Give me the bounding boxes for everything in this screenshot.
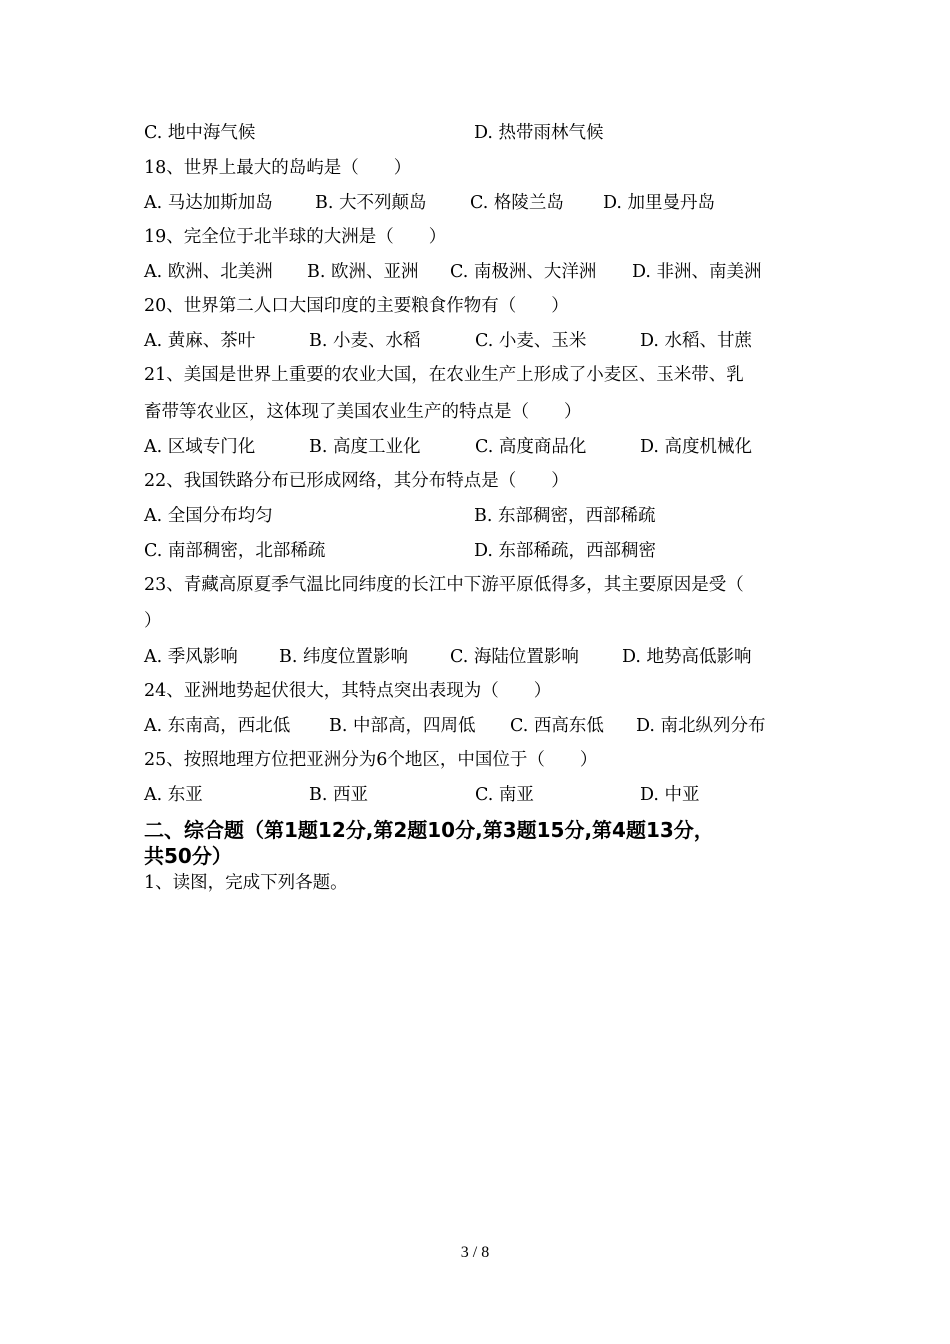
q25-stem: 25、按照地理方位把亚洲分为6个地区，中国位于（ ） bbox=[144, 750, 598, 770]
q24-option-c: C. 西高东低 bbox=[510, 716, 604, 736]
q22-option-d: D. 东部稀疏，西部稠密 bbox=[474, 541, 657, 561]
q20-stem: 20、世界第二人口大国印度的主要粮食作物有（ ） bbox=[144, 296, 569, 316]
q18-option-d: D. 加里曼丹岛 bbox=[603, 193, 716, 213]
section-heading-line2: 共50分） bbox=[144, 844, 232, 868]
q17-option-d: D. 热带雨林气候 bbox=[474, 123, 604, 143]
q24-option-d: D. 南北纵列分布 bbox=[636, 716, 766, 736]
q23-option-b: B. 纬度位置影响 bbox=[279, 647, 408, 667]
q25-option-d: D. 中亚 bbox=[640, 785, 700, 805]
q21-stem-line2: 畜带等农业区，这体现了美国农业生产的特点是（ ） bbox=[144, 402, 582, 422]
q22-stem: 22、我国铁路分布已形成网络，其分布特点是（ ） bbox=[144, 471, 569, 491]
q20-option-a: A. 黄麻、茶叶 bbox=[144, 331, 256, 351]
q19-stem: 19、完全位于北半球的大洲是（ ） bbox=[144, 227, 447, 247]
q21-option-b: B. 高度工业化 bbox=[309, 437, 421, 457]
q19-option-c: C. 南极洲、大洋洲 bbox=[450, 262, 597, 282]
q20-option-d: D. 水稻、甘蔗 bbox=[640, 331, 753, 351]
q22-option-a: A. 全国分布均匀 bbox=[144, 506, 273, 526]
page-number: 3 / 8 bbox=[460, 1244, 490, 1261]
q18-option-c: C. 格陵兰岛 bbox=[470, 193, 564, 213]
section-heading-line1: 二、综合题（第1题12分,第2题10分,第3题15分,第4题13分， bbox=[144, 818, 714, 842]
q21-option-a: A. 区域专门化 bbox=[144, 437, 256, 457]
q22-option-c: C. 南部稠密，北部稀疏 bbox=[144, 541, 326, 561]
q24-option-a: A. 东南高，西北低 bbox=[144, 716, 291, 736]
q18-stem: 18、世界上最大的岛屿是（ ） bbox=[144, 158, 412, 178]
q23-option-d: D. 地势高低影响 bbox=[622, 647, 752, 667]
q19-option-b: B. 欧洲、亚洲 bbox=[307, 262, 419, 282]
q25-option-c: C. 南亚 bbox=[475, 785, 534, 805]
s2-q1-stem: 1、读图，完成下列各题。 bbox=[144, 873, 348, 893]
q25-option-b: B. 西亚 bbox=[309, 785, 368, 805]
q23-stem-line2: ） bbox=[144, 611, 162, 631]
q23-option-c: C. 海陆位置影响 bbox=[450, 647, 579, 667]
q23-option-a: A. 季风影响 bbox=[144, 647, 238, 667]
q19-option-a: A. 欧洲、北美洲 bbox=[144, 262, 273, 282]
q19-option-d: D. 非洲、南美洲 bbox=[632, 262, 762, 282]
q18-option-a: A. 马达加斯加岛 bbox=[144, 193, 273, 213]
q20-option-b: B. 小麦、水稻 bbox=[309, 331, 421, 351]
q21-option-c: C. 高度商品化 bbox=[475, 437, 587, 457]
q24-stem: 24、亚洲地势起伏很大，其特点突出表现为（ ） bbox=[144, 681, 552, 701]
q23-stem-line1: 23、青藏高原夏季气温比同纬度的长江中下游平原低得多，其主要原因是受（ bbox=[144, 575, 744, 595]
q21-stem-line1: 21、美国是世界上重要的农业大国，在农业生产上形成了小麦区、玉米带、乳 bbox=[144, 365, 744, 385]
q21-option-d: D. 高度机械化 bbox=[640, 437, 753, 457]
q25-option-a: A. 东亚 bbox=[144, 785, 203, 805]
q17-option-c: C. 地中海气候 bbox=[144, 123, 256, 143]
q20-option-c: C. 小麦、玉米 bbox=[475, 331, 587, 351]
q18-option-b: B. 大不列颠岛 bbox=[315, 193, 427, 213]
q24-option-b: B. 中部高，四周低 bbox=[329, 716, 476, 736]
q22-option-b: B. 东部稠密，西部稀疏 bbox=[474, 506, 656, 526]
